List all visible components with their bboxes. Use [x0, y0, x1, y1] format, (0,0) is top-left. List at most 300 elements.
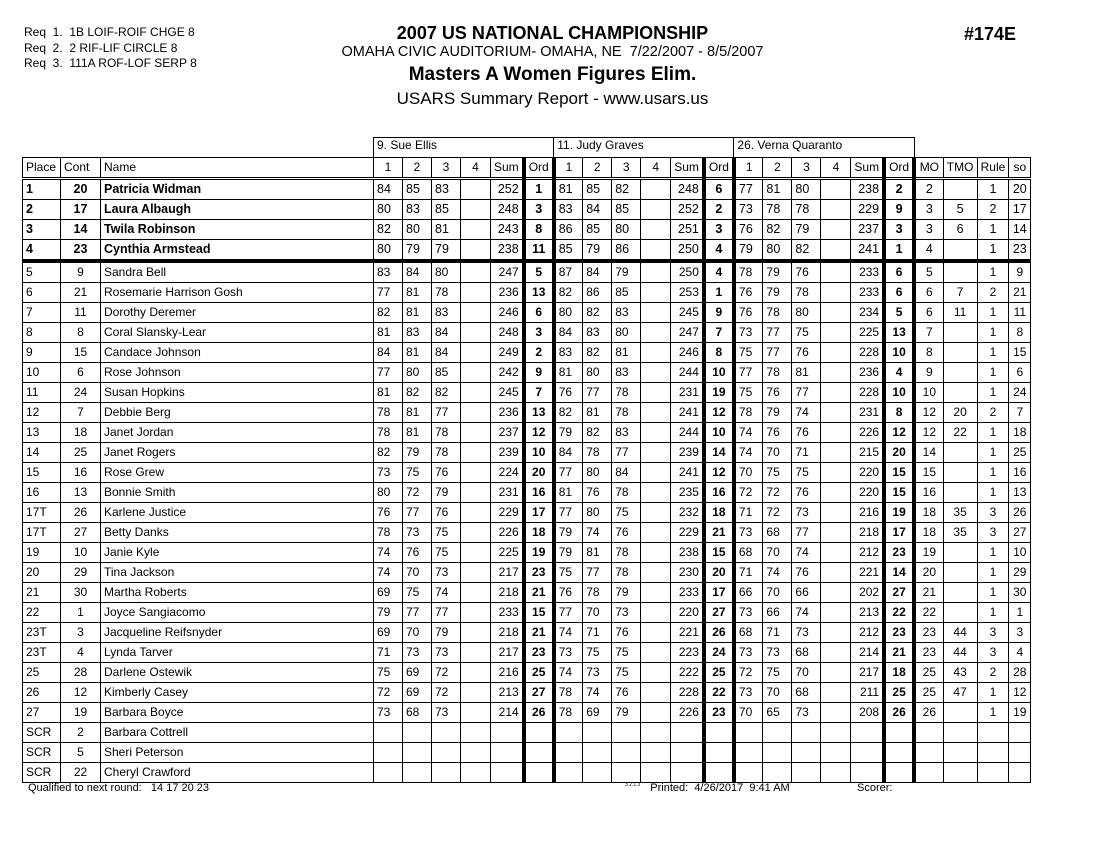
score-4-cell [821, 363, 851, 383]
score-2-cell [763, 763, 792, 783]
sum-cell: 242 [491, 363, 524, 383]
tmo-cell: 35 [943, 503, 977, 523]
score-4-cell [461, 503, 491, 523]
score-2-cell: 79 [403, 443, 432, 463]
ordinal-cell: 22 [884, 603, 914, 623]
tmo-cell [943, 261, 977, 283]
name-cell: Darlene Ostewik [101, 663, 374, 683]
score-3-cell: 81 [432, 220, 461, 240]
score-1-cell [554, 723, 583, 743]
score-1-cell: 84 [554, 443, 583, 463]
sum-cell: 211 [851, 683, 884, 703]
table-row [23, 683, 1031, 703]
place-cell: 17T [23, 503, 61, 523]
cont-cell: 15 [61, 343, 101, 363]
table-row [23, 303, 1031, 323]
score-4-cell [821, 483, 851, 503]
place-cell: 17T [23, 523, 61, 543]
score-4-cell [641, 403, 671, 423]
score-4-cell [641, 503, 671, 523]
score-3-cell: 78 [612, 383, 641, 403]
sum-cell: 253 [671, 283, 704, 303]
sum-cell: 233 [491, 603, 524, 623]
place-cell: 23T [23, 623, 61, 643]
place-cell: 3 [23, 220, 61, 240]
score-2-cell: 75 [403, 463, 432, 483]
score-2-cell: 75 [763, 463, 792, 483]
ordinal-cell: 13 [524, 283, 554, 303]
sum-cell [851, 743, 884, 763]
score-3-cell: 79 [612, 703, 641, 723]
sum-cell: 221 [851, 563, 884, 583]
score-1-cell: 74 [734, 423, 763, 443]
score-1-cell: 83 [374, 261, 403, 283]
score-4-cell [641, 523, 671, 543]
score-2-cell: 71 [763, 623, 792, 643]
place-cell: 14 [23, 443, 61, 463]
name-cell: Janet Jordan [101, 423, 374, 443]
ordinal-cell: 23 [524, 563, 554, 583]
place-cell: 8 [23, 323, 61, 343]
score-4-cell [461, 563, 491, 583]
score-4-cell [821, 643, 851, 663]
score-3-cell: 73 [432, 563, 461, 583]
judge-1-name: 9. Sue Ellis [374, 138, 554, 158]
place-cell: 10 [23, 363, 61, 383]
sum-cell: 238 [851, 179, 884, 200]
mo-cell: 22 [914, 603, 943, 623]
score-3-cell: 80 [792, 303, 821, 323]
score-3-cell: 79 [612, 583, 641, 603]
table-row [23, 583, 1031, 603]
name-cell: Rosemarie Harrison Gosh [101, 283, 374, 303]
sum-cell [491, 723, 524, 743]
score-4-cell [461, 283, 491, 303]
name-cell: Barbara Boyce [101, 703, 374, 723]
ordinal-cell [524, 763, 554, 783]
ordinal-cell [884, 763, 914, 783]
score-1-cell: 71 [734, 503, 763, 523]
score-1-cell: 81 [554, 363, 583, 383]
name-cell: Twila Robinson [101, 220, 374, 240]
ordinal-cell: 22 [704, 683, 734, 703]
score-2-cell: 77 [583, 563, 612, 583]
ordinal-cell: 13 [884, 323, 914, 343]
score-1-cell: 82 [554, 403, 583, 423]
score-2-cell: 73 [403, 523, 432, 543]
sum-cell: 218 [491, 623, 524, 643]
sum-cell: 244 [671, 423, 704, 443]
score-2-cell: 82 [583, 423, 612, 443]
name-cell: Tina Jackson [101, 563, 374, 583]
ordinal-cell: 4 [704, 240, 734, 262]
score-1-cell: 78 [374, 423, 403, 443]
score-4-cell [641, 261, 671, 283]
rule-cell: 1 [977, 423, 1009, 443]
score-1-cell: 77 [374, 363, 403, 383]
ordinal-cell: 9 [704, 303, 734, 323]
score-3-cell: 80 [612, 323, 641, 343]
ordinal-cell: 12 [704, 463, 734, 483]
sum-cell [491, 763, 524, 783]
score-2-cell: 79 [403, 240, 432, 262]
sum-cell: 233 [851, 283, 884, 303]
sum-cell: 230 [671, 563, 704, 583]
sum-cell [671, 763, 704, 783]
score-1-cell: 80 [374, 483, 403, 503]
score-1-cell: 76 [734, 220, 763, 240]
name-cell: Lynda Tarver [101, 643, 374, 663]
score-2-cell: 81 [583, 543, 612, 563]
score-3-cell: 82 [612, 179, 641, 200]
score-1-cell [734, 723, 763, 743]
sum-cell: 244 [671, 363, 704, 383]
sum-cell: 246 [671, 343, 704, 363]
so-cell: 15 [1009, 343, 1031, 363]
score-2-cell [583, 763, 612, 783]
rule-cell: 2 [977, 283, 1009, 303]
name-cell: Martha Roberts [101, 583, 374, 603]
judge-header-row [23, 138, 1031, 158]
score-1-cell: 79 [554, 423, 583, 443]
sum-cell: 247 [671, 323, 704, 343]
score-3-cell [612, 763, 641, 783]
mo-cell: 8 [914, 343, 943, 363]
sum-cell: 239 [491, 443, 524, 463]
score-1-cell: 78 [734, 403, 763, 423]
ordinal-cell: 12 [704, 403, 734, 423]
score-4-cell [641, 583, 671, 603]
score-1-cell: 79 [734, 240, 763, 262]
tmo-cell: 35 [943, 523, 977, 543]
score-1-cell: 79 [374, 603, 403, 623]
ordinal-cell: 3 [524, 323, 554, 343]
col-so: so [1009, 158, 1031, 179]
col-j1-4: 4 [461, 158, 491, 179]
sum-cell: 214 [491, 703, 524, 723]
score-1-cell [554, 743, 583, 763]
ordinal-cell: 7 [704, 323, 734, 343]
name-cell: Coral Slansky-Lear [101, 323, 374, 343]
sum-cell: 249 [491, 343, 524, 363]
sum-cell: 231 [671, 383, 704, 403]
score-3-cell: 79 [432, 483, 461, 503]
score-2-cell: 85 [403, 179, 432, 200]
score-3-cell: 73 [432, 703, 461, 723]
mo-cell: 7 [914, 323, 943, 343]
score-3-cell: 84 [432, 323, 461, 343]
table-row [23, 403, 1031, 423]
score-4-cell [641, 363, 671, 383]
score-1-cell: 73 [734, 643, 763, 663]
score-4-cell [821, 503, 851, 523]
score-3-cell: 74 [792, 603, 821, 623]
name-cell: Betty Danks [101, 523, 374, 543]
ordinal-cell: 20 [704, 563, 734, 583]
sum-cell: 236 [491, 283, 524, 303]
score-4-cell [461, 240, 491, 262]
sum-cell: 202 [851, 583, 884, 603]
col-j3-1: 1 [734, 158, 763, 179]
ordinal-cell: 1 [704, 283, 734, 303]
ordinal-cell: 18 [524, 523, 554, 543]
score-4-cell [641, 423, 671, 443]
score-3-cell: 80 [612, 220, 641, 240]
score-2-cell: 75 [763, 663, 792, 683]
score-3-cell: 78 [432, 443, 461, 463]
score-3-cell: 76 [792, 261, 821, 283]
score-3-cell: 85 [432, 200, 461, 220]
score-1-cell: 73 [734, 323, 763, 343]
sum-cell: 241 [671, 403, 704, 423]
score-1-cell: 78 [554, 703, 583, 723]
col-j3-ord: Ord [884, 158, 914, 179]
ordinal-cell: 6 [524, 303, 554, 323]
name-cell: Joyce Sangiacomo [101, 603, 374, 623]
score-3-cell: 72 [432, 663, 461, 683]
cont-cell: 23 [61, 240, 101, 262]
score-2-cell: 84 [583, 261, 612, 283]
score-2-cell: 81 [403, 303, 432, 323]
score-3-cell: 78 [612, 543, 641, 563]
cont-cell: 29 [61, 563, 101, 583]
cont-cell: 19 [61, 703, 101, 723]
ordinal-cell: 3 [884, 220, 914, 240]
column-header-row [23, 158, 1031, 179]
ordinal-cell: 10 [884, 343, 914, 363]
score-2-cell: 76 [403, 543, 432, 563]
table-row [23, 363, 1031, 383]
score-1-cell: 75 [734, 383, 763, 403]
score-3-cell: 75 [612, 503, 641, 523]
score-4-cell [461, 543, 491, 563]
score-4-cell [821, 703, 851, 723]
tmo-cell: 6 [943, 220, 977, 240]
cont-cell: 14 [61, 220, 101, 240]
score-1-cell: 72 [734, 483, 763, 503]
col-tmo: TMO [943, 158, 977, 179]
score-4-cell [821, 723, 851, 743]
score-4-cell [641, 383, 671, 403]
place-cell: 1 [23, 179, 61, 200]
cont-cell: 4 [61, 643, 101, 663]
name-cell: Rose Johnson [101, 363, 374, 383]
report-subtitle: USARS Summary Report - www.usars.us [396, 89, 709, 108]
sum-cell: 236 [491, 403, 524, 423]
score-1-cell: 70 [734, 463, 763, 483]
score-4-cell [641, 723, 671, 743]
sum-cell: 212 [851, 623, 884, 643]
tmo-cell [943, 240, 977, 262]
score-3-cell [792, 743, 821, 763]
sum-cell: 222 [671, 663, 704, 683]
score-3-cell: 73 [792, 623, 821, 643]
score-1-cell: 73 [734, 683, 763, 703]
col-j1-sum: Sum [491, 158, 524, 179]
score-4-cell [641, 343, 671, 363]
score-2-cell: 73 [763, 643, 792, 663]
score-1-cell: 82 [554, 283, 583, 303]
so-cell: 16 [1009, 463, 1031, 483]
cont-cell: 22 [61, 763, 101, 783]
so-cell: 26 [1009, 503, 1031, 523]
score-2-cell: 65 [763, 703, 792, 723]
table-row [23, 220, 1031, 240]
cont-cell: 21 [61, 283, 101, 303]
sum-cell: 238 [671, 543, 704, 563]
score-4-cell [461, 220, 491, 240]
score-2-cell: 82 [583, 343, 612, 363]
mo-cell: 14 [914, 443, 943, 463]
score-4-cell [821, 303, 851, 323]
score-4-cell [461, 343, 491, 363]
score-2-cell: 83 [403, 200, 432, 220]
col-j1-2: 2 [403, 158, 432, 179]
score-1-cell: 73 [374, 703, 403, 723]
score-1-cell: 76 [374, 503, 403, 523]
sum-cell: 217 [491, 563, 524, 583]
mo-cell: 3 [914, 220, 943, 240]
score-4-cell [461, 200, 491, 220]
mo-cell: 21 [914, 583, 943, 603]
rule-cell [977, 743, 1009, 763]
table-row [23, 603, 1031, 623]
ordinal-cell: 11 [524, 240, 554, 262]
rule-cell: 1 [977, 343, 1009, 363]
score-1-cell: 81 [374, 323, 403, 343]
rule-cell: 1 [977, 323, 1009, 343]
score-4-cell [461, 683, 491, 703]
so-cell: 6 [1009, 363, 1031, 383]
ordinal-cell: 23 [704, 703, 734, 723]
score-4-cell [821, 523, 851, 543]
place-cell: 23T [23, 643, 61, 663]
score-3-cell: 77 [432, 603, 461, 623]
score-2-cell: 79 [763, 261, 792, 283]
so-cell: 17 [1009, 200, 1031, 220]
score-3-cell: 73 [432, 643, 461, 663]
score-2-cell: 84 [583, 200, 612, 220]
place-cell: 9 [23, 343, 61, 363]
score-2-cell: 72 [763, 483, 792, 503]
table-row [23, 563, 1031, 583]
score-4-cell [821, 683, 851, 703]
score-1-cell: 82 [374, 220, 403, 240]
score-2-cell: 70 [403, 563, 432, 583]
score-3-cell: 76 [792, 563, 821, 583]
tmo-cell: 44 [943, 643, 977, 663]
report-header [300, 22, 805, 110]
score-3-cell: 73 [792, 503, 821, 523]
tmo-cell [943, 463, 977, 483]
ordinal-cell: 12 [884, 423, 914, 443]
so-cell: 20 [1009, 179, 1031, 200]
score-2-cell: 70 [583, 603, 612, 623]
score-1-cell: 78 [554, 683, 583, 703]
cont-cell: 13 [61, 483, 101, 503]
score-2-cell: 80 [403, 363, 432, 383]
name-cell: Sandra Bell [101, 261, 374, 283]
place-cell: 22 [23, 603, 61, 623]
name-cell: Cynthia Armstead [101, 240, 374, 262]
score-3-cell: 75 [432, 543, 461, 563]
score-2-cell: 75 [583, 643, 612, 663]
printed-timestamp: Printed: 4/26/2017 9:41 AM [650, 782, 790, 794]
rule-cell: 1 [977, 220, 1009, 240]
cont-cell: 16 [61, 463, 101, 483]
so-cell: 7 [1009, 403, 1031, 423]
score-2-cell: 84 [403, 261, 432, 283]
score-4-cell [821, 403, 851, 423]
score-4-cell [641, 683, 671, 703]
score-4-cell [821, 343, 851, 363]
score-4-cell [641, 220, 671, 240]
ordinal-cell: 16 [524, 483, 554, 503]
score-4-cell [821, 283, 851, 303]
mo-cell: 5 [914, 261, 943, 283]
score-1-cell: 77 [554, 463, 583, 483]
ordinal-cell: 7 [524, 383, 554, 403]
rule-cell: 1 [977, 703, 1009, 723]
place-cell: 11 [23, 383, 61, 403]
mo-cell: 3 [914, 200, 943, 220]
score-2-cell: 72 [763, 503, 792, 523]
score-4-cell [821, 743, 851, 763]
score-2-cell: 70 [763, 543, 792, 563]
ordinal-cell: 26 [524, 703, 554, 723]
sum-cell: 218 [491, 583, 524, 603]
score-2-cell [583, 743, 612, 763]
sum-cell: 220 [851, 463, 884, 483]
score-4-cell [821, 603, 851, 623]
score-1-cell: 80 [374, 200, 403, 220]
sum-cell: 218 [851, 523, 884, 543]
ordinal-cell: 3 [704, 220, 734, 240]
score-2-cell: 79 [763, 403, 792, 423]
score-1-cell: 84 [554, 323, 583, 343]
ordinal-cell: 23 [884, 543, 914, 563]
cont-cell: 25 [61, 443, 101, 463]
score-1-cell: 74 [374, 563, 403, 583]
name-cell: Rose Grew [101, 463, 374, 483]
score-1-cell: 81 [554, 179, 583, 200]
requirement-2: Req 2. 2 RIF-LIF CIRCLE 8 [24, 40, 178, 55]
sum-cell: 238 [491, 240, 524, 262]
score-1-cell: 84 [374, 343, 403, 363]
place-cell: 16 [23, 483, 61, 503]
col-j3-2: 2 [763, 158, 792, 179]
place-cell: SCR [23, 763, 61, 783]
place-cell: 25 [23, 663, 61, 683]
score-1-cell [734, 743, 763, 763]
ordinal-cell: 6 [884, 283, 914, 303]
place-cell: 2 [23, 200, 61, 220]
score-3-cell: 78 [432, 423, 461, 443]
ordinal-cell: 18 [704, 503, 734, 523]
tmo-cell: 47 [943, 683, 977, 703]
score-1-cell: 70 [734, 703, 763, 723]
score-4-cell [641, 463, 671, 483]
place-cell: 5 [23, 261, 61, 283]
score-3-cell: 75 [612, 663, 641, 683]
name-cell: Janet Rogers [101, 443, 374, 463]
sum-cell: 220 [671, 603, 704, 623]
table-row [23, 283, 1031, 303]
ordinal-cell: 15 [884, 463, 914, 483]
score-4-cell [821, 261, 851, 283]
score-2-cell: 80 [583, 503, 612, 523]
ordinal-cell: 5 [884, 303, 914, 323]
